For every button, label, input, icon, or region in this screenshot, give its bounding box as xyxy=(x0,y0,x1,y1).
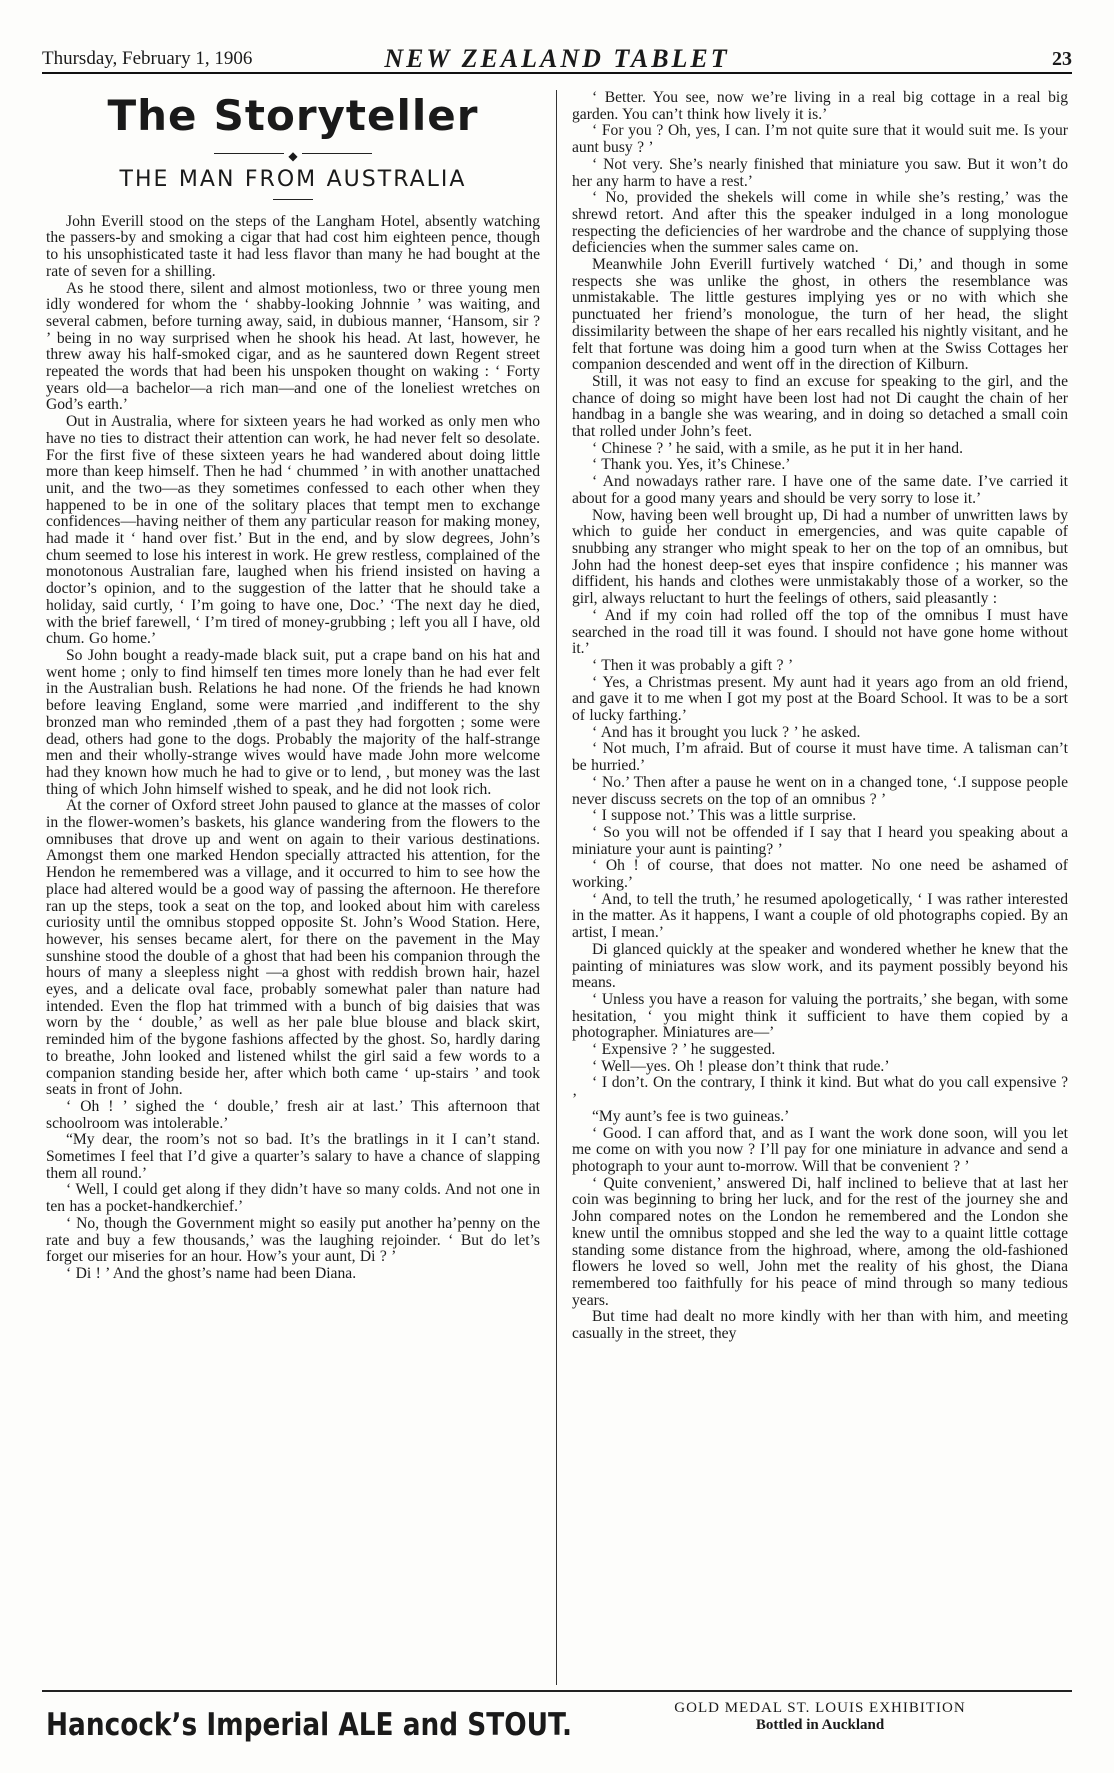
paragraph: Still, it was not easy to find an excuse for speaking to the girl, and the chance of doing so might have been lost had not Di caught the chain of her handbag in a bangle she was wearing, and in doing so detached a small coin that rolled under John’s feet. xyxy=(572,372,1068,441)
paragraph: But time had dealt no more kindly with her than with him, and meeting casually in the street, they xyxy=(572,1308,1068,1343)
paragraph: ‘ Quite convenient,’ answered Di, half inclined to believe that at last her coin was beginning to bring her luck, and for the rest of the journey she and John compared notes on the London he remembered and the London she knew until the omnibus stopped and she led the way to a quaint little cottage standing some distance from the highroad, where, among the old-fashioned flowers he loved so well, John met the reality of his ghost, the Diana remembered too faithfully for his peace of mind through so many tedious years. xyxy=(572,1174,1068,1309)
paragraph: ‘ Unless you have a reason for valuing the portraits,’ she began, with some hesitation, ‘ you might think it sufficient to have them copied by a photographer. Miniatures are—’ xyxy=(572,990,1068,1042)
paragraph: ‘ Di ! ’ And the ghost’s name had been Diana. xyxy=(66,1265,357,1282)
paragraph: ‘ Then it was probably a gift ? ’ xyxy=(592,656,794,674)
paragraph: “My dear, the room’s not so bad. It’s the bratlings in it I can’t stand. Sometimes I feel that I’d give a quarter’s salary to have a chance of slapping them all round.’ xyxy=(46,1131,540,1182)
ornament-divider xyxy=(46,148,540,163)
paragraph: ‘ Well, I could get along if they didn’t have so many colds. And not one in ten has a pocket-handkerchief.’ xyxy=(46,1181,540,1216)
paragraph: ‘ And, to tell the truth,’ he resumed apologetically, ‘ I was rather interested in the matter. As it happens, I want a couple of old photographs copied. By an artist, I mean.’ xyxy=(572,890,1068,942)
paragraph: ‘ Well—yes. Oh ! please don’t think that rude.’ xyxy=(592,1057,890,1075)
column-divider xyxy=(556,90,557,1685)
paragraph: John Everill stood on the steps of the Langham Hotel, absently watching the passers-by and smoking a cigar that had cost him eighteen pence, though to his unsophisticated taste it had less flavor than many he had bought at the rate of seven for a shilling. xyxy=(46,212,540,280)
paragraph: ‘ No, provided the shekels will come in while she’s resting,’ was the shrewd retort. And after this the speaker indulged in a long monologue respecting the deficiencies of her wardrobe and the chance of supplying those deficiencies when the summer sales came on. xyxy=(572,189,1068,257)
diamond-icon: ◆ xyxy=(288,149,298,163)
paragraph: ‘ And if my coin had rolled off the top of the omnibus I must have searched in the road till it was found. I should not have gone home without it.’ xyxy=(572,606,1068,658)
paragraph: ‘ Not much, I’m afraid. But of course it must have time. A talisman can’t be hurried.’ xyxy=(572,740,1068,775)
masthead: NEW ZEALAND TABLET xyxy=(384,44,730,73)
issue-date: Thursday, February 1, 1906 xyxy=(42,48,253,69)
paragraph: Meanwhile John Everill furtively watched ‘ Di,’ and though in some respects she was unlike the ghost, in others the resemblance was unmistakable. The little gestures implying yes or no with which she punctuated her friend’s monologue, the turn of her head, the slight dissimilarity between the shape of her ears recalled his nightly visitant, and he felt that fortune was doing him a good turn when at the Swiss Cottages her companion descended and went off in the direction of Kilburn. xyxy=(572,256,1068,374)
paragraph: Now, having been well brought up, Di had a number of unwritten laws by which to guide her conduct in emergencies, and was quite capable of snubbing any stranger who might speak to her on the top of an omnibus, but John had the honest deep-set eyes that inspire confidence ; his manner was diffident, his hands and clothes were unmistakably those of a worker, so the girl, always reluctant to hurt the feelings of others, said pleasantly : xyxy=(572,506,1068,608)
paragraph: ‘ Good. I can afford that, and as I want the work done soon, will you let me come on with you now ? I’ll pay for one miniature in advance and send a photograph to your aunt to-morrow. Will that be convenient ? ’ xyxy=(572,1124,1068,1175)
left-column xyxy=(46,90,540,1283)
paragraph: ‘ And nowadays rather rare. I have one of the same date. I’ve carried it about for a good many years and should be very sorry to lose it.’ xyxy=(572,473,1068,507)
paragraph: ‘ No, though the Government might so easily put another ha’penny on the rate and buy a few thousands,’ was the laughing rejoinder. ‘ But do let’s forget our miseries for an hour. How’s your aunt, Di ? ’ xyxy=(46,1214,540,1266)
paragraph: At the corner of Oxford street John paused to glance at the masses of color in the flower-women’s baskets, his glance wandering from the flowers to the omnibuses that drove up and went on again to their various destinations. Amongst them one marked Hendon specially attracted his attention, for the Hendon he remembered was a village, and it occurred to him to see how the place had altered would be a good way of passing the afternoon. He therefore ran up the steps, took a seat on the top, and looked about him with careless curiosity until the omnibus stopped opposite St. John’s Wood Station. Here, however, his senses became alert, for there on the pavement in the May sunshine stood the double of a ghost that had been his companion through the hours of many a sleepless night —a ghost with reddish brown hair, hazel eyes, and a delicate oval face, probably somewhat paler than nature had intended. Even the flop hat trimmed with a bunch of big daisies that was worn by the ‘ double,’ as well as her pale blue blouse and black skirt, reminded him of the bygone fashions affected by the ghost. So, hardly daring to breathe, John looked and listened whilst the girl said a few words to a companion standing beside her, after which both came ‘ up-stairs ’ and took seats in front of John. xyxy=(46,797,540,1099)
section-title: The Storyteller xyxy=(107,91,479,140)
footer-rule xyxy=(42,1690,1072,1692)
paragraph: ‘ Oh ! ’ sighed the ‘ double,’ fresh air at last.’ This afternoon that schoolroom was intolerable.’ xyxy=(46,1097,540,1132)
paragraph: ‘ And has it brought you luck ? ’ he asked. xyxy=(592,723,861,741)
right-body-text xyxy=(572,90,1068,1343)
paragraph: ‘ No.’ Then after a pause he went on in a changed tone, ‘.I suppose people never discuss secrets on the top of an omnibus ? ’ xyxy=(572,773,1068,808)
paragraph: “My aunt’s fee is two guineas.’ xyxy=(592,1107,790,1125)
paragraph: ‘ I don’t. On the contrary, I think it kind. But what do you call expensive ? ’ xyxy=(572,1074,1068,1109)
paragraph: ‘ So you will not be offended if I say that I heard you speaking about a miniature your aunt is painting? ’ xyxy=(572,823,1068,858)
paragraph: ‘ Thank you. Yes, it’s Chinese.’ xyxy=(592,456,791,474)
paragraph: ‘ Oh ! of course, that does not matter. No one need be ashamed of working.’ xyxy=(572,857,1068,892)
paragraph: Di glanced quickly at the speaker and wondered whether he knew that the painting of miniatures was slow work, and its payment possibly beyond his means. xyxy=(572,940,1068,992)
paragraph: So John bought a ready-made black suit, put a crape band on his hat and went home ; only to find himself ten times more lonely than he had ever felt in the Australian bush. Relations he had none. Of the friends he had known before leaving England, some were married ,and indifferent to the shy bronzed man who reminded ,them of a past they had forgotten ; some were dead, others had gone to the dogs. Probably the majority of the half-strange men and their wholly-strange wives would have made John more welcome had they known how much he had to give or to lend, , but money was the last thing of which John himself wished to speak, and he did not look rich. xyxy=(46,646,540,798)
paragraph: ‘ Not very. She’s nearly finished that miniature you saw. But it won’t do her any harm to have a rest.’ xyxy=(572,155,1068,190)
paragraph: Out in Australia, where for sixteen years he had worked as only men who have no ties to distract their attention can work, he had never felt so desolate. For the first five of these sixteen years he had wandered about doing little more than keep himself. Then he had ‘ chummed ’ in with another unattached unit, and the two—as they sometimes confessed to each other when they happened to be in one of the solitary places that tempt men to exchange confidences—having neither of them any particular reason for making money, had made it ‘ hand over fist.’ But in the end, and by slow degrees, John’s chum seemed to lose his interest in work. He grew restless, complained of the monotonous Australian fare, laughed when his friend insisted on having a doctor’s opinion, and to the suggestion of the latter that he should take a holiday, said curtly, ‘ I’m going to have one, Doc.’ ‘The next day he died, with the brief farewell, ‘ I’m tired of money-grubbing ; left you all I have, old chum. Go home.’ xyxy=(46,413,540,648)
right-column xyxy=(572,90,1068,1343)
paragraph: ‘ Chinese ? ’ he said, with a smile, as he put it in her hand. xyxy=(592,439,963,457)
advertisement: Hancock’s Imperial ALE and STOUT. xyxy=(46,1707,573,1743)
paragraph: ‘ Better. You see, now we’re living in a real big cottage in a real big garden. You can’t think how lively it is.’ xyxy=(572,89,1068,123)
left-body-text xyxy=(46,214,540,1283)
story-title: THE MAN FROM AUSTRALIA xyxy=(119,167,467,192)
page-header xyxy=(42,42,1072,74)
paragraph: As he stood there, silent and almost motionless, two or three young men idly wondered for whom the ‘ shabby-looking Johnnie ’ was waiting, and several cabmen, before turning away, said, in dubious manner, ‘Hansom, sir ? ’ being in no way surprised when he shook his head. At last, however, he threw away his half-smoked cigar, and as he sauntered down Regent street repeated the words that had been his unspoken thought on waking : ‘ Forty years old—a bachelor—a rich man—and one of the loneliest wretches on God’s earth.’ xyxy=(46,279,540,414)
page-number: 23 xyxy=(1052,48,1072,70)
paragraph: ‘ I suppose not.’ This was a little surprise. xyxy=(592,807,857,825)
paragraph: ‘ Yes, a Christmas present. My aunt had it years ago from an old friend, and gave it to me when I got my post at the Board School. It was to be a sort of lucky farthing.’ xyxy=(572,673,1068,725)
title-rule xyxy=(273,199,313,200)
award-notice xyxy=(572,1700,1068,1734)
bottler-line: Bottled in Auckland xyxy=(755,1717,885,1733)
paragraph: ‘ For you ? Oh, yes, I can. I’m not quite sure that it would suit me. Is your aunt busy ? ’ xyxy=(572,122,1068,157)
award-line: GOLD MEDAL ST. LOUIS EXHIBITION xyxy=(674,1700,966,1716)
paragraph: ‘ Expensive ? ’ he suggested. xyxy=(592,1041,776,1059)
